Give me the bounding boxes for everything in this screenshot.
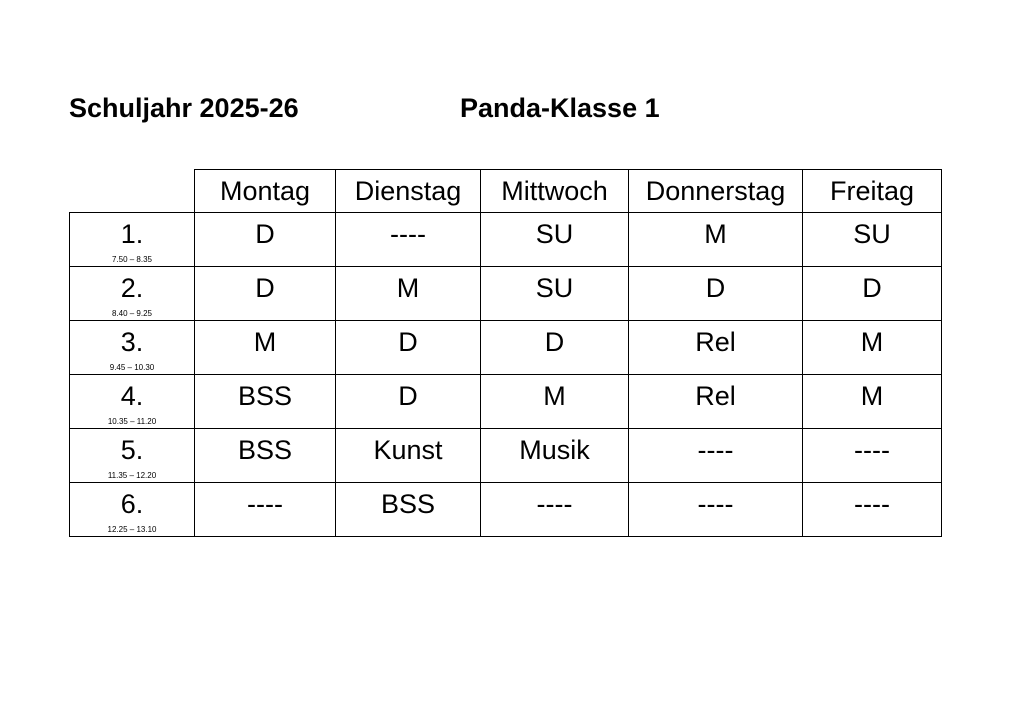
subject-text: Rel — [695, 381, 736, 411]
subject-cell — [803, 213, 942, 267]
subject-cell — [803, 375, 942, 429]
period-label-cell — [70, 267, 195, 321]
subject-text: M — [860, 381, 884, 411]
subject-cell — [195, 375, 336, 429]
subject-text: SU — [535, 273, 574, 303]
subject-text: ---- — [854, 489, 890, 519]
subject-cell — [803, 321, 942, 375]
period-row-2 — [70, 267, 942, 321]
subject-text: BSS — [237, 381, 293, 411]
subject-cell — [195, 429, 336, 483]
subject-cell — [481, 267, 629, 321]
subject-cell — [629, 429, 803, 483]
subject-cell — [481, 429, 629, 483]
subject-cell — [803, 267, 942, 321]
subject-cell — [629, 483, 803, 537]
subject-text: D — [255, 273, 275, 303]
period-label-cell — [70, 429, 195, 483]
period-number: 3. — [120, 327, 144, 357]
period-row-4 — [70, 375, 942, 429]
subject-cell — [336, 429, 481, 483]
day-header-monday: Montag — [195, 170, 336, 213]
period-time: 9.45 – 10.30 — [109, 363, 155, 372]
period-number: 6. — [120, 489, 144, 519]
period-number: 5. — [120, 435, 144, 465]
subject-cell — [629, 321, 803, 375]
subject-text: ---- — [697, 489, 734, 519]
subject-cell — [336, 267, 481, 321]
period-label-cell — [70, 213, 195, 267]
subject-text: ---- — [247, 489, 283, 519]
subject-cell — [481, 321, 629, 375]
subject-cell — [629, 267, 803, 321]
subject-text: Musik — [519, 435, 590, 465]
period-time: 12.25 – 13.10 — [107, 525, 157, 534]
subject-text: BSS — [380, 489, 436, 519]
subject-text: D — [544, 327, 565, 357]
subject-cell — [336, 375, 481, 429]
period-label-cell — [70, 375, 195, 429]
subject-text: D — [705, 273, 726, 303]
period-number: 1. — [120, 219, 144, 249]
subject-text: ---- — [536, 489, 573, 519]
period-row-6 — [70, 483, 942, 537]
period-time: 8.40 – 9.25 — [111, 309, 153, 318]
subject-text: D — [398, 327, 418, 357]
day-header-thursday: Donnerstag — [629, 170, 803, 213]
period-time: 11.35 – 12.20 — [107, 471, 157, 480]
subject-text: SU — [853, 219, 891, 249]
day-header-tuesday: Dienstag — [336, 170, 481, 213]
subject-cell — [195, 213, 336, 267]
subject-cell — [629, 375, 803, 429]
subject-text: M — [396, 273, 420, 303]
period-label-cell — [70, 483, 195, 537]
subject-cell — [803, 483, 942, 537]
subject-text: BSS — [237, 435, 293, 465]
subject-cell — [195, 267, 336, 321]
subject-cell — [336, 321, 481, 375]
subject-text: SU — [535, 219, 574, 249]
corner-cell — [70, 170, 195, 213]
period-number: 4. — [120, 381, 144, 411]
period-row-5 — [70, 429, 942, 483]
subject-cell — [803, 429, 942, 483]
subject-text: D — [398, 381, 418, 411]
subject-text: ---- — [697, 435, 734, 465]
period-label-cell — [70, 321, 195, 375]
subject-text: M — [860, 327, 884, 357]
subject-text: M — [704, 219, 727, 249]
day-header-row — [70, 170, 942, 213]
day-header-wednesday: Mittwoch — [481, 170, 629, 213]
subject-cell — [336, 483, 481, 537]
subject-cell — [481, 483, 629, 537]
subject-cell — [336, 213, 481, 267]
period-time: 7.50 – 8.35 — [111, 255, 153, 264]
timetable — [69, 169, 942, 537]
subject-cell — [481, 213, 629, 267]
subject-cell — [481, 375, 629, 429]
subject-text: D — [255, 219, 275, 249]
period-row-3 — [70, 321, 942, 375]
subject-cell — [195, 321, 336, 375]
day-header-friday: Freitag — [803, 170, 942, 213]
subject-cell — [195, 483, 336, 537]
subject-text: D — [862, 273, 882, 303]
subject-text: M — [253, 327, 277, 357]
subject-text: M — [543, 381, 566, 411]
period-row-1 — [70, 213, 942, 267]
subject-text: Kunst — [373, 435, 443, 465]
subject-cell — [629, 213, 803, 267]
subject-text: ---- — [390, 219, 426, 249]
period-time: 10.35 – 11.20 — [107, 417, 157, 426]
class-name-title: Panda-Klasse 1 — [460, 93, 660, 123]
subject-text: ---- — [854, 435, 890, 465]
school-year-title: Schuljahr 2025-26 — [69, 93, 299, 123]
period-number: 2. — [120, 273, 144, 303]
subject-text: Rel — [695, 327, 736, 357]
